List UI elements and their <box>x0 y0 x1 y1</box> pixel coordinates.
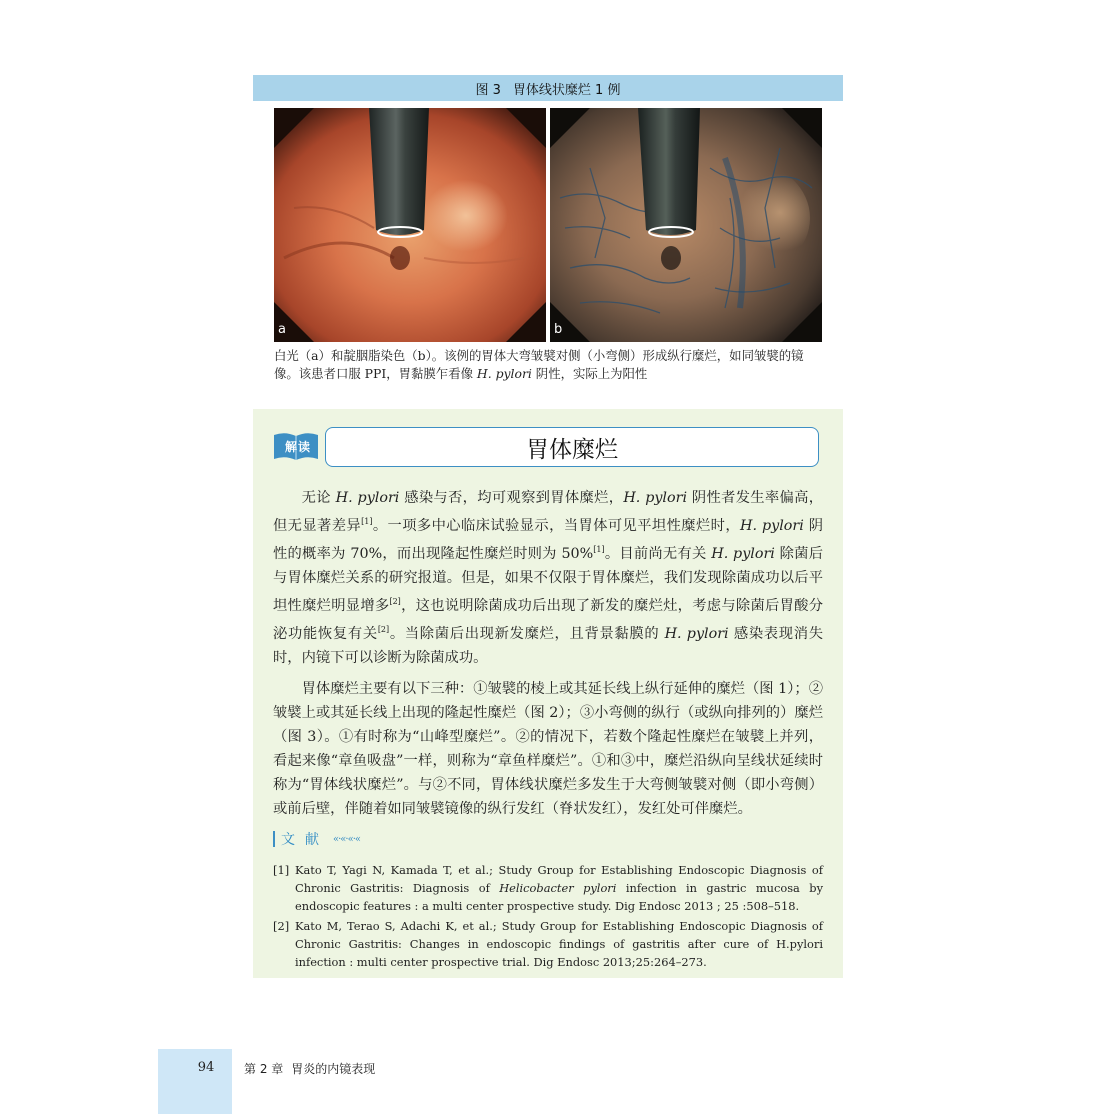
interpretation-book-icon <box>272 429 320 463</box>
interpretation-tag: 解读 <box>284 440 311 454</box>
figure-title: 胃体线状糜烂 1 例 <box>512 82 621 98</box>
footer-band <box>158 1049 232 1114</box>
endoscopy-indigo-carmine-drawing <box>550 108 822 342</box>
figure-title-bar <box>253 75 843 101</box>
reference-text: Kato M, Terao S, Adachi K, et al.; Study Group for Establishing Endoscopic Diagnosis of Chronic Gastritis: Changes in endoscopic findings of gastritis after cure of H.pylori infection : multi center prospective trial. Dig Endosc 2013;25:264–273. <box>295 919 823 969</box>
panel-tag-b: b <box>554 322 563 337</box>
figure-number: 图 3 <box>475 82 501 98</box>
references-heading-bar <box>273 831 275 847</box>
caption-italic: H. pylori <box>476 366 532 381</box>
paragraph-2: 胃体糜烂主要有以下三种：①皱襞的棱上或其延长线上纵行延伸的糜烂（图 1）；②皱襞上或其延长线上出现的隆起性糜烂（图 2）；③小弯侧的纵行（或纵向排列的）糜烂（图 3）。①有时称为“山峰型糜烂”。②的情况下，若数个隆起性糜烂在皱襞上并列，看起来像“章鱼吸盘”一样，则称为“章鱼样糜烂”。①和③中，糜烂沿纵向呈线状延续时称为“胃体线状糜烂”。与②不同，胃体线状糜烂多发生于大弯侧皱襞对侧（即小弯侧）或前后壁，伴随着如同皱襞镜像的纵行发红（脊状发红），发红处可伴糜烂。 <box>273 681 823 817</box>
endoscopy-image-white-light <box>274 108 546 342</box>
paragraph-1: 无论 H. pylori 感染与否，均可观察到胃体糜烂，H. pylori 阴性者发生率偏高，但无显著差异[1]。一项多中心临床试验显示，当胃体可见平坦性糜烂时，H. pylori 阴性的概率为 70%，而出现隆起性糜烂时则为 50%[1]。目前尚无有关 H. pylori 除菌后与胃体糜烂关系的研究报道。但是，如果不仅限于胃体糜烂，我们发现除菌成功以后平坦性糜烂明显增多[2]，这也说明除菌成功后出现了新发的糜烂灶，考虑与除菌后胃酸分泌功能恢复有关[2]。当除菌后出现新发糜烂，且背景黏膜的 H. pylori 感染表现消失时，内镜下可以诊断为除菌成功。 <box>273 490 824 666</box>
figure-caption <box>274 347 824 383</box>
interpretation-box <box>253 409 843 978</box>
reference-item <box>273 861 823 915</box>
chapter-number: 第 2 章 <box>244 1062 284 1076</box>
reference-text: Kato T, Yagi N, Kamada T, et al.; Study Group for Establishing Endoscopic Diagnosis of Chronic Gastritis: Diagnosis of Helicobacter pylori infection in gastric mucosa by endoscopic features : a multi center prospective study. Dig Endosc 2013 ; 25 :508–518. <box>295 863 823 913</box>
reference-number: [1] <box>273 863 290 877</box>
endoscopy-white-light-drawing <box>274 108 546 342</box>
section-body <box>273 486 823 821</box>
references-decoration: «·«·«·« <box>333 833 361 845</box>
reference-item <box>273 917 823 971</box>
references-list <box>273 861 823 973</box>
caption-text-end: 阴性，实际上为阳性 <box>531 366 648 381</box>
chapter-running-head <box>244 1060 375 1077</box>
reference-number: [2] <box>273 919 290 933</box>
references-heading-label: 文献 <box>281 832 329 848</box>
references-heading <box>273 830 360 848</box>
page-number: 94 <box>197 1060 215 1075</box>
section-title: 胃体糜烂 <box>325 427 819 467</box>
caption-text: 白光（a）和靛胭脂染色（b）。该例的胃体大弯皱襞对侧（小弯侧）形成纵行糜烂，如同皱襞的镜像。该患者口服 PPI，胃黏膜乍看像 <box>274 348 804 381</box>
chapter-title: 胃炎的内镜表现 <box>291 1062 376 1076</box>
panel-tag-a: a <box>278 322 286 337</box>
endoscopy-image-indigo-carmine <box>550 108 822 342</box>
